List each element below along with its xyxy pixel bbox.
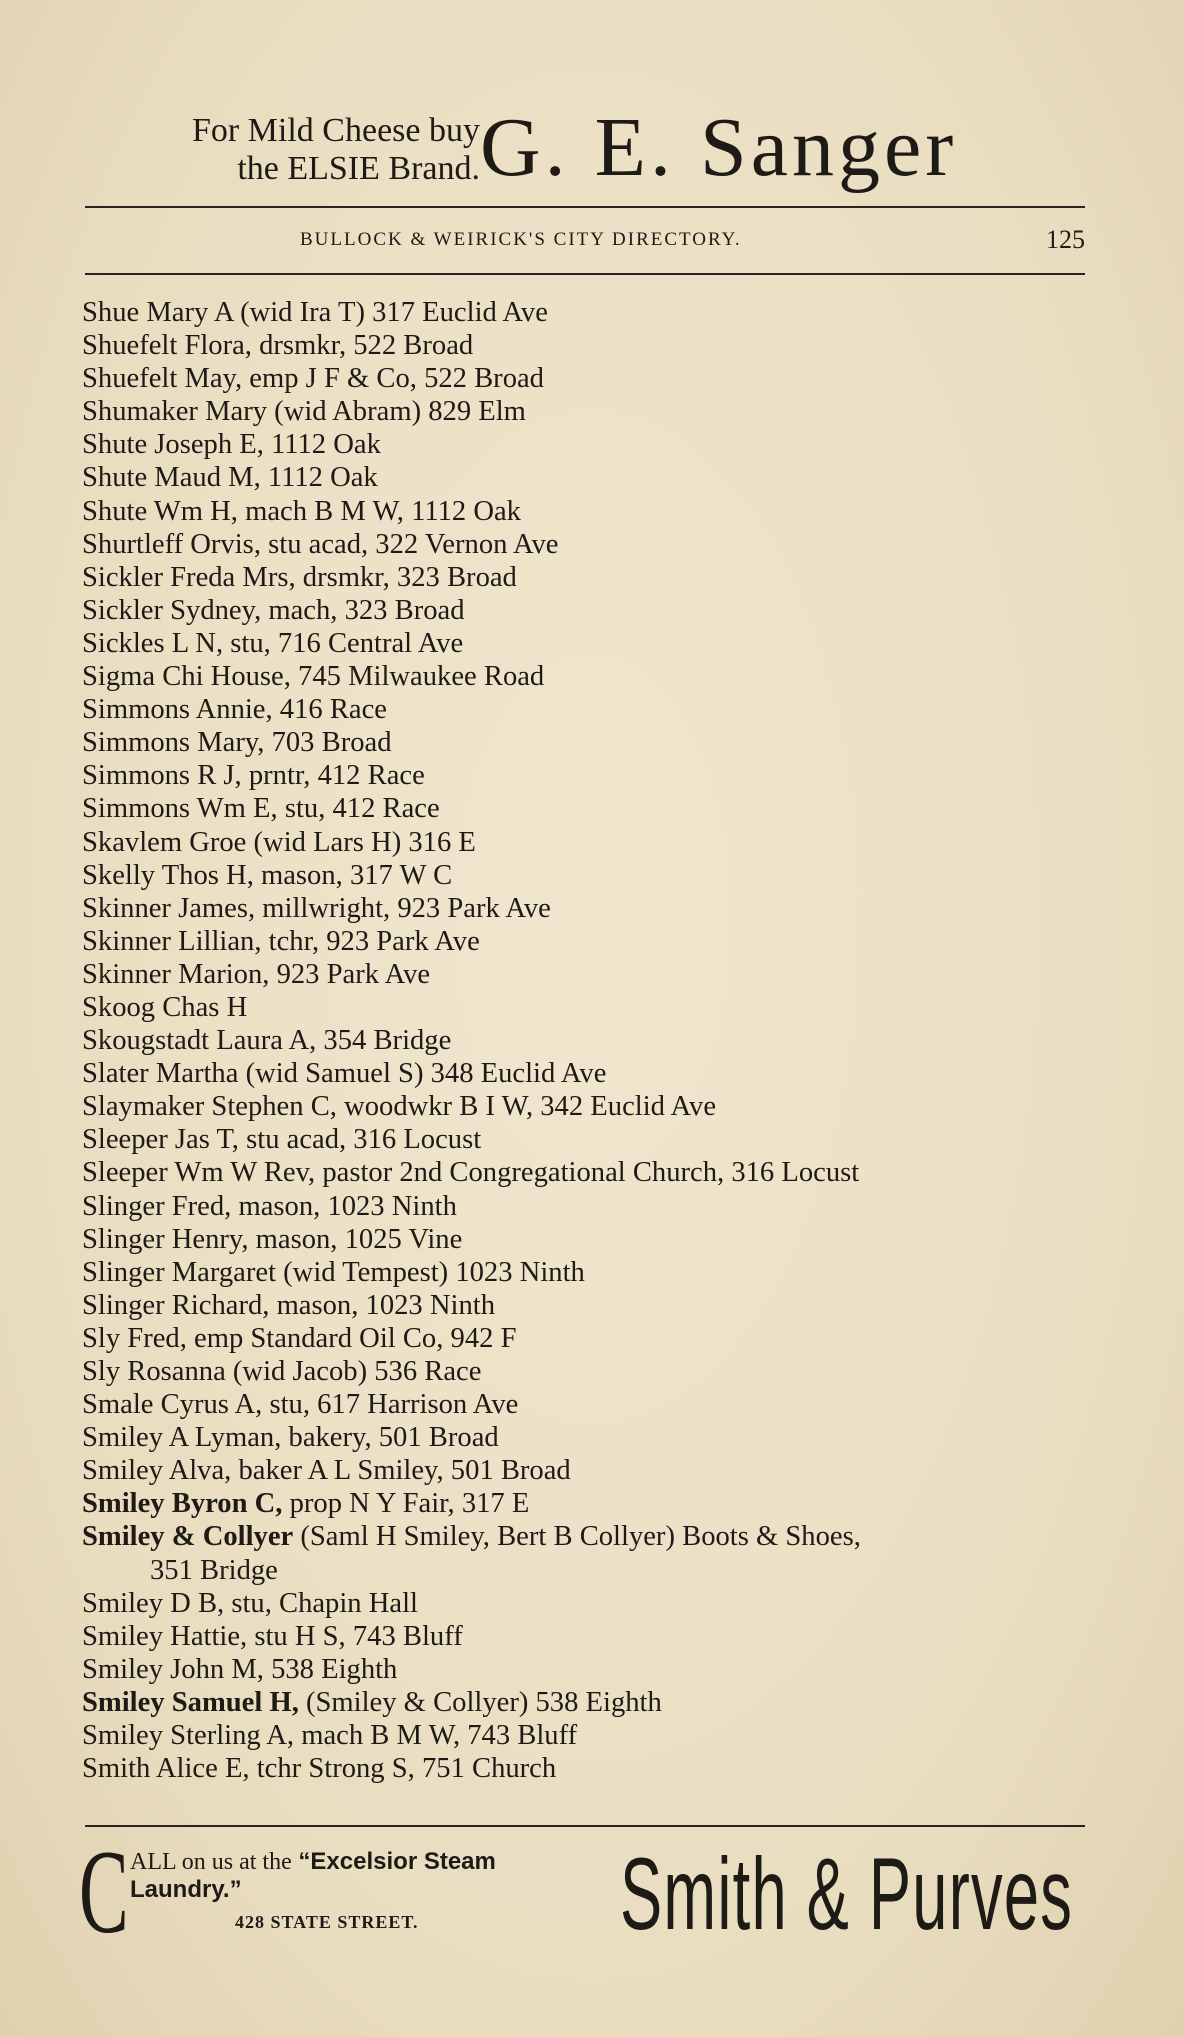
directory-entry <box>82 1752 1112 1785</box>
directory-entry <box>82 892 1112 925</box>
directory-entry <box>82 362 1112 395</box>
entry-detail: prop N Y Fair, 317 E <box>282 1488 530 1520</box>
directory-entry <box>82 1090 1112 1123</box>
entry-name: Skelly Thos H, <box>82 859 254 891</box>
directory-entry <box>82 1024 1112 1057</box>
directory-entry <box>82 594 1112 627</box>
entry-name: Smiley Sterling A, <box>82 1720 295 1752</box>
entry-name: Skinner Lillian, <box>82 925 262 957</box>
directory-entry <box>82 792 1112 825</box>
entry-detail: stu, 617 Harrison Ave <box>262 1389 519 1421</box>
entry-name: Shurtleff Orvis, <box>82 528 261 560</box>
entry-name: Skinner James, <box>82 892 256 924</box>
directory-entry <box>82 1057 1112 1090</box>
bottom-advertisement <box>79 1825 1090 1960</box>
entry-name: Smith Alice E, <box>82 1753 250 1785</box>
entry-detail: 416 Race <box>272 694 387 726</box>
entry-detail: (wid Ira T) 317 Euclid Ave <box>232 297 548 328</box>
entry-name: Smiley Byron C, <box>82 1488 283 1520</box>
entry-detail: stu, 412 Race <box>277 793 440 825</box>
directory-entry <box>82 1520 1112 1586</box>
entry-detail: drsmkr, 522 Broad <box>251 330 474 362</box>
top-advertisement <box>85 101 1090 208</box>
entry-detail: (Smiley & Collyer) 538 Eighth <box>298 1686 662 1718</box>
ad-company-name: Smith & Purves <box>620 1837 1074 1951</box>
entry-detail: 1112 Oak <box>260 462 378 494</box>
entry-detail: (wid Lars H) 316 E <box>246 826 476 858</box>
directory-listing <box>82 296 1112 1785</box>
entry-name: Sigma Chi House, <box>82 661 291 693</box>
entry-name: Sickles L N, <box>82 627 224 659</box>
entry-name: Smale Cyrus A, <box>82 1389 263 1421</box>
entry-detail: prntr, 412 Race <box>241 760 425 792</box>
entry-name: Smiley A Lyman, <box>82 1422 282 1454</box>
entry-detail: 745 Milwaukee Road <box>290 661 545 693</box>
entry-name: Shumaker Mary <box>82 396 268 428</box>
entry-detail: 354 Bridge <box>316 1025 452 1057</box>
directory-entry <box>82 925 1112 958</box>
entry-detail: mason, 317 W C <box>253 859 453 891</box>
entry-name: Sleeper Wm W Rev, <box>82 1157 316 1189</box>
entry-name: Simmons Annie, <box>82 694 273 726</box>
entry-detail: mason, 1023 Ninth <box>231 1190 457 1222</box>
entry-detail: (Saml H Smiley, Bert B Collyer) Boots & Shoes, <box>293 1521 861 1553</box>
entry-name: Shute Joseph E, <box>82 429 264 461</box>
directory-entry <box>82 1587 1112 1620</box>
entry-detail: (wid Abram) 829 Elm <box>267 396 526 428</box>
directory-entry <box>82 660 1112 693</box>
directory-entry <box>82 1322 1112 1355</box>
directory-entry <box>82 826 1112 859</box>
directory-entry <box>82 1190 1112 1223</box>
entry-name: Shute Maud M, <box>82 462 261 494</box>
entry-detail: stu H S, 743 Bluff <box>247 1620 463 1652</box>
directory-entry <box>82 1421 1112 1454</box>
directory-entry <box>82 461 1112 494</box>
entry-detail: baker A L Smiley, 501 Broad <box>231 1455 571 1487</box>
entry-detail: tchr, 923 Park Ave <box>261 925 480 957</box>
entry-detail: stu, Chapin Hall <box>224 1587 418 1619</box>
entry-detail: mason, 1023 Ninth <box>269 1289 495 1321</box>
entry-name: Sly Fred, <box>82 1322 187 1354</box>
ad-tagline-line2: the ELSIE Brand. <box>237 150 480 187</box>
entry-name: Skougstadt Laura A, <box>82 1025 317 1057</box>
entry-name: Smiley Hattie, <box>82 1620 248 1652</box>
directory-entry <box>82 1388 1112 1421</box>
entry-detail: mach B M W, 1112 Oak <box>237 495 521 527</box>
directory-entry <box>82 1454 1112 1487</box>
entry-detail: mason, 1025 Vine <box>248 1223 463 1255</box>
entry-name: Skinner Marion, <box>82 958 270 990</box>
entry-name: Shuefelt Flora, <box>82 330 252 362</box>
directory-entry <box>82 1355 1112 1388</box>
bottom-divider <box>85 1825 1085 1827</box>
top-divider <box>85 206 1085 208</box>
entry-name: Simmons Mary, <box>82 727 265 759</box>
entry-name: Slater Martha <box>82 1058 239 1090</box>
ad-call-line2: Laundry.” <box>130 1876 242 1903</box>
entry-name: Sickler Freda Mrs, <box>82 561 296 593</box>
entry-detail: 703 Broad <box>264 727 392 759</box>
directory-entry <box>82 395 1112 428</box>
ad-tagline-line1: For Mild Cheese buy <box>191 112 480 149</box>
entry-name: Skavlem Groe <box>82 826 247 858</box>
ad-brand-name: G. E. Sanger <box>480 101 958 194</box>
entry-detail: stu acad, 322 Vernon Ave <box>260 528 559 560</box>
directory-entry <box>82 1620 1112 1653</box>
ad-call-line1-small: ALL on us at the <box>130 1849 292 1875</box>
directory-entry <box>82 1223 1112 1256</box>
header-divider <box>85 273 1085 275</box>
entry-continuation: 351 Bridge <box>150 1554 278 1586</box>
ad-drop-cap: C <box>79 1825 129 1958</box>
entry-name: Sly Rosanna <box>82 1356 226 1387</box>
entry-name: Slinger Henry, <box>82 1223 249 1255</box>
entry-name: Sleeper Jas T, <box>82 1124 239 1156</box>
entry-name: Slaymaker Stephen C, <box>82 1091 337 1123</box>
entry-detail: mach B M W, 743 Bluff <box>294 1720 578 1752</box>
entry-detail: (wid Samuel S) 348 Euclid Ave <box>238 1058 607 1090</box>
entry-name: Simmons R J, <box>82 760 242 792</box>
entry-detail: woodwkr B I W, 342 Euclid Ave <box>336 1091 717 1123</box>
directory-entry <box>82 329 1112 362</box>
entry-name: Shue Mary A <box>82 297 233 328</box>
ad-call-text <box>130 1848 650 1904</box>
directory-entry <box>82 1487 1112 1520</box>
directory-entry <box>82 528 1112 561</box>
directory-entry <box>82 1256 1112 1289</box>
page-number: 125 <box>1046 225 1085 254</box>
entry-name: Smiley & Collyer <box>82 1521 294 1553</box>
entry-detail: 923 Park Ave <box>269 958 431 990</box>
entry-detail: pastor 2nd Congregational Church, 316 Locust <box>315 1157 860 1189</box>
directory-entry <box>82 1686 1112 1719</box>
directory-entry <box>82 1653 1112 1686</box>
entry-detail: tchr Strong S, 751 Church <box>249 1753 557 1785</box>
entry-detail: mach, 323 Broad <box>261 594 465 626</box>
ad-call-line1-bold: “Excelsior Steam <box>291 1848 496 1875</box>
entry-detail: drsmkr, 323 Broad <box>295 561 517 593</box>
directory-entry <box>82 958 1112 991</box>
entry-detail: (wid Jacob) 536 Race <box>225 1356 482 1387</box>
entry-name: Smiley D B, <box>82 1587 225 1619</box>
directory-entry <box>82 726 1112 759</box>
entry-name: Skoog Chas H <box>82 991 248 1023</box>
entry-name: Smiley Alva, <box>82 1455 232 1487</box>
entry-detail: emp Standard Oil Co, 942 F <box>186 1322 517 1354</box>
entry-name: Shuefelt May, <box>82 363 243 395</box>
entry-name: Slinger Fred, <box>82 1190 232 1222</box>
entry-name: Smiley Samuel H, <box>82 1686 299 1718</box>
directory-entry <box>82 495 1112 528</box>
directory-entry <box>82 1156 1112 1189</box>
entry-detail: millwright, 923 Park Ave <box>255 892 551 924</box>
directory-entry <box>82 693 1112 726</box>
entry-name: Shute Wm H, <box>82 495 238 527</box>
directory-entry <box>82 1123 1112 1156</box>
entry-detail: stu, 716 Central Ave <box>223 627 464 659</box>
entry-name: Simmons Wm E, <box>82 793 278 825</box>
directory-entry <box>82 1289 1112 1322</box>
directory-entry <box>82 561 1112 594</box>
directory-entry <box>82 759 1112 792</box>
entry-detail: 1112 Oak <box>263 429 381 461</box>
directory-title: BULLOCK & WEIRICK'S CITY DIRECTORY. <box>300 229 742 250</box>
entry-detail: stu acad, 316 Locust <box>238 1124 482 1156</box>
entry-detail: 538 Eighth <box>263 1653 398 1685</box>
directory-entry <box>82 296 1112 329</box>
ad-tagline <box>85 112 480 188</box>
directory-entry <box>82 1719 1112 1752</box>
directory-entry <box>82 428 1112 461</box>
entry-name: Smiley John M, <box>82 1653 264 1685</box>
directory-entry <box>82 991 1112 1024</box>
entry-detail: emp J F & Co, 522 Broad <box>242 363 544 395</box>
ad-address: 428 STATE STREET. <box>235 1912 419 1932</box>
entry-name: Slinger Margaret <box>82 1256 277 1288</box>
directory-entry <box>82 859 1112 892</box>
entry-name: Slinger Richard, <box>82 1289 270 1321</box>
running-head <box>85 225 1085 255</box>
entry-detail: (wid Tempest) 1023 Ninth <box>276 1256 585 1288</box>
directory-entry <box>82 627 1112 660</box>
entry-name: Sickler Sydney, <box>82 594 262 626</box>
entry-detail: bakery, 501 Broad <box>281 1422 499 1454</box>
